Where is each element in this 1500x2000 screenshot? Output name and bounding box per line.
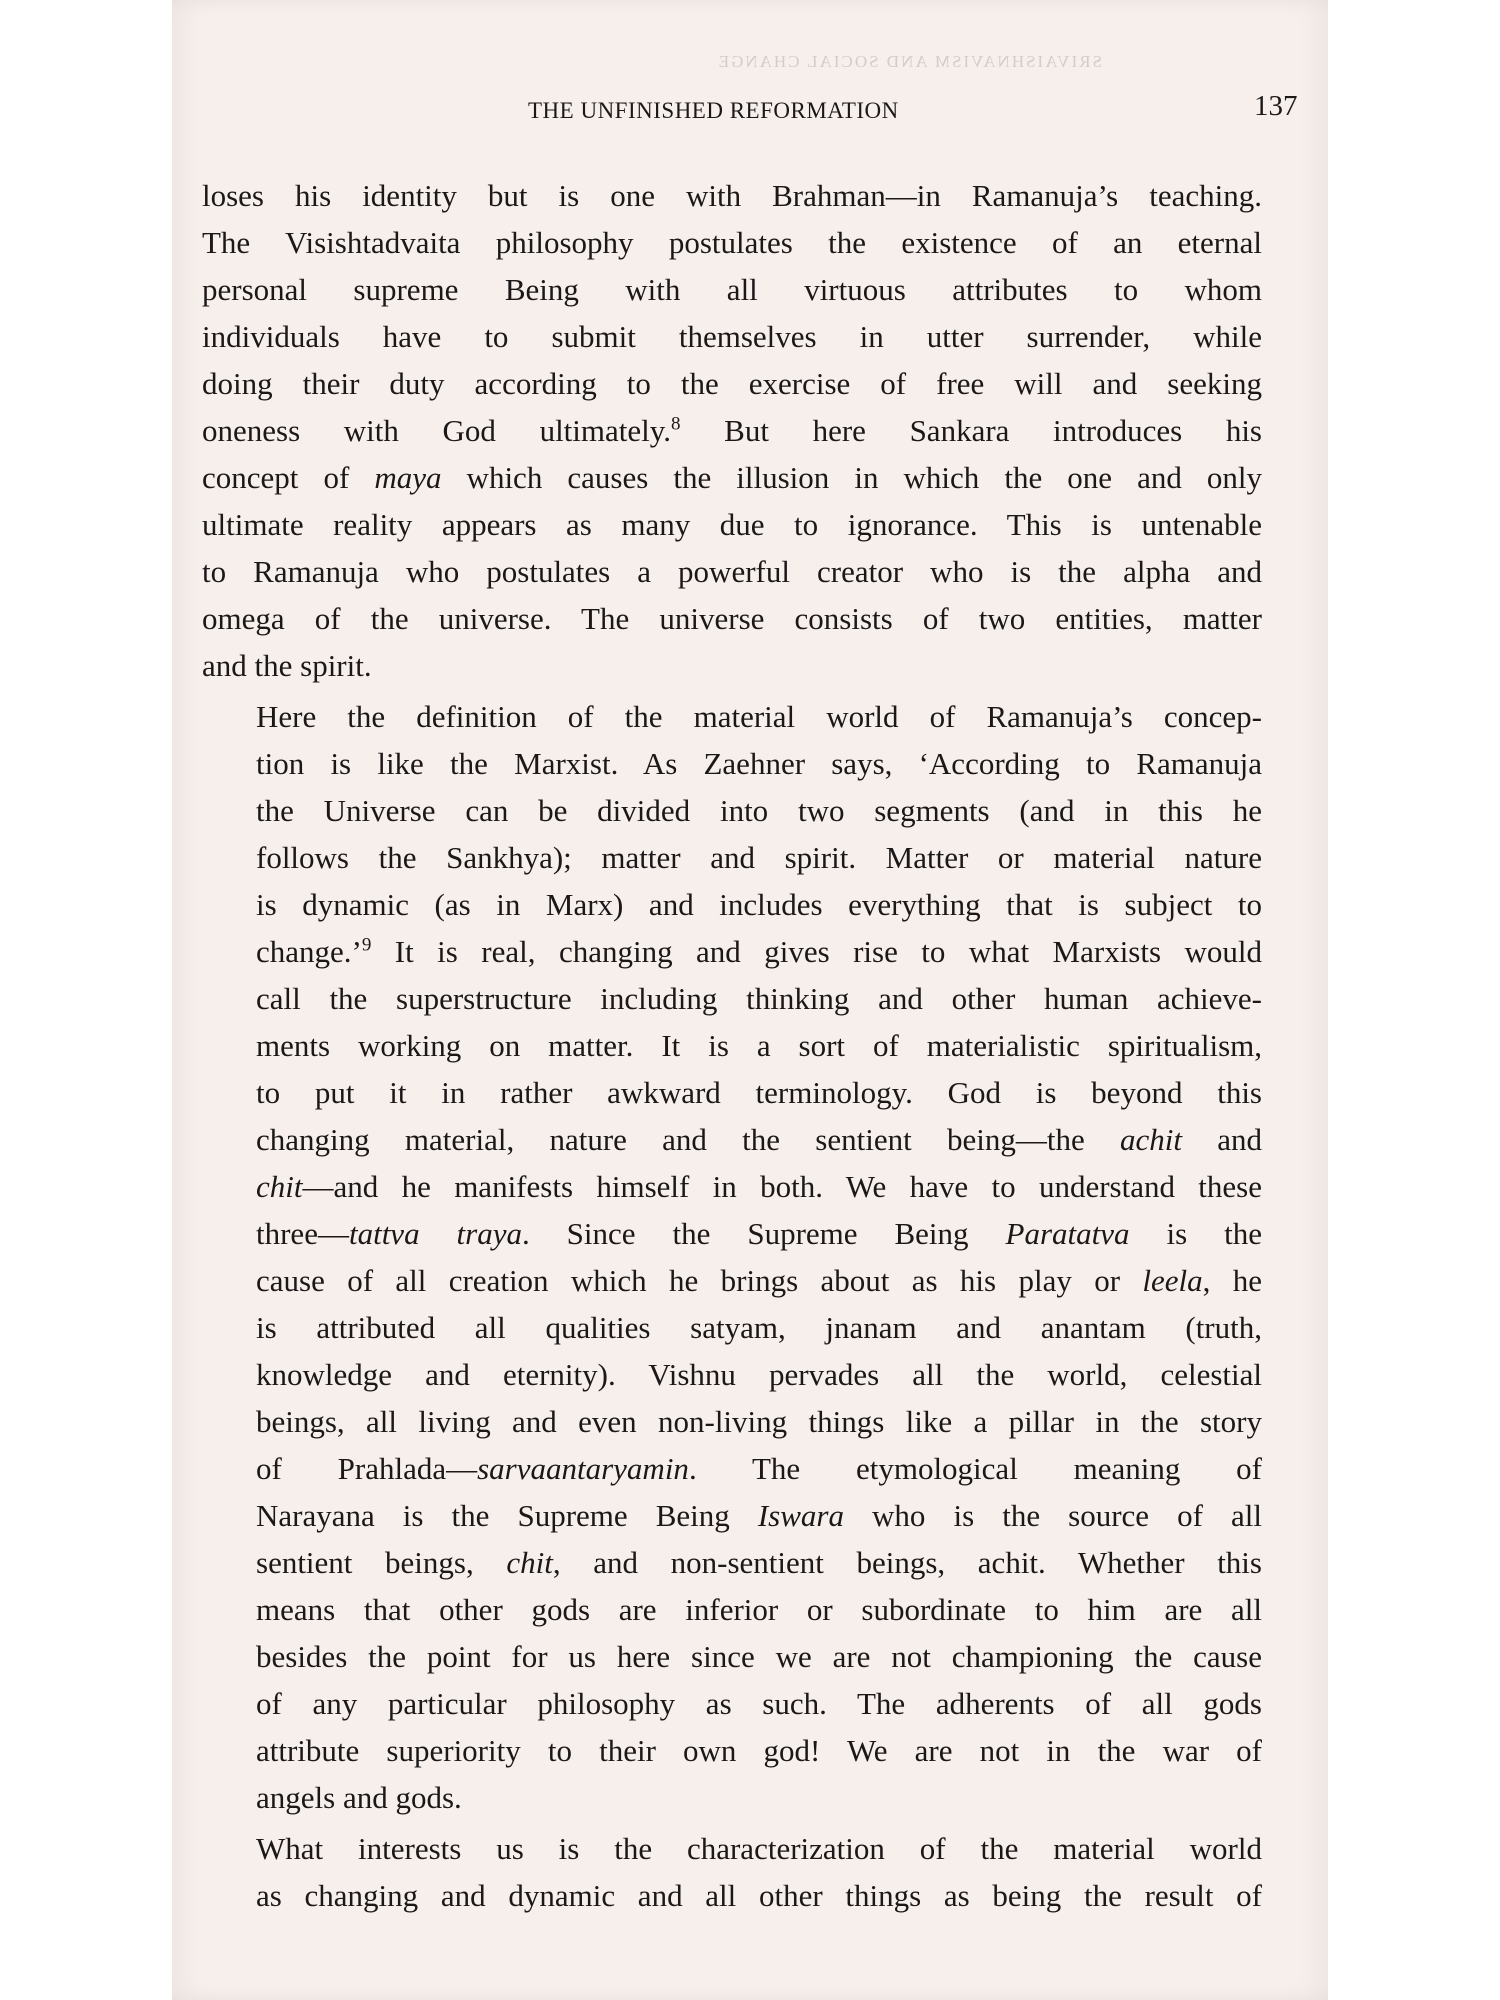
paragraph-2	[202, 693, 1262, 1821]
text-line: loses his identity but is one with Brahman—in Ramanuja’s teaching.	[202, 178, 1262, 213]
text-line: What interests us is the characterization of the material world	[256, 1831, 1262, 1866]
text-line: follows the Sankhya); matter and spirit. Matter or material nature	[256, 840, 1262, 875]
text-line: omega of the universe. The universe consists of two entities, matter	[202, 601, 1262, 636]
text-line: beings, all living and even non-living things like a pillar in the story	[256, 1404, 1262, 1439]
text-line: to Ramanuja who postulates a powerful creator who is the alpha and	[202, 554, 1262, 589]
text-line: changing material, nature and the sentient being—the achit and	[256, 1122, 1262, 1157]
text-line: means that other gods are inferior or subordinate to him are all	[256, 1592, 1262, 1627]
text-line: and the spirit.	[202, 648, 372, 683]
text-line: oneness with God ultimately.$^8$ But here Sankara introduces his	[202, 413, 1262, 448]
text-line: is attributed all qualities satyam, jnanam and anantam (truth,	[256, 1310, 1262, 1345]
text-line: ultimate reality appears as many due to ignorance. This is untenable	[202, 507, 1262, 542]
running-head: THE UNFINISHED REFORMATION	[528, 98, 899, 123]
body-text	[202, 172, 1262, 1919]
text-line: attribute superiority to their own god! We are not in the war of	[256, 1733, 1262, 1768]
text-line: doing their duty according to the exercise of free will and seeking	[202, 366, 1262, 401]
text-line: call the superstructure including thinking and other human achieve-	[256, 981, 1262, 1016]
text-line: is dynamic (as in Marx) and includes everything that is subject to	[256, 887, 1262, 922]
show-through-header: SRIVAISHNAVISM AND SOCIAL CHANGE	[716, 52, 1102, 71]
text-line: of any particular philosophy as such. The adherents of all gods	[256, 1686, 1262, 1721]
text-line: ments working on matter. It is a sort of materialistic spiritualism,	[256, 1028, 1262, 1063]
text-line: concept of maya which causes the illusion in which the one and only	[202, 460, 1263, 495]
text-line: personal supreme Being with all virtuous attributes to whom	[202, 272, 1262, 307]
text-line: besides the point for us here since we are not championing the cause	[256, 1639, 1262, 1674]
paragraph-3	[202, 1825, 1262, 1919]
text-line: of Prahlada—sarvaantaryamin. The etymological meaning of	[256, 1451, 1263, 1486]
text-line: three—tattva traya. Since the Supreme Being Paratatva is the	[256, 1216, 1262, 1251]
text-line: Here the definition of the material world of Ramanuja’s concep-	[256, 699, 1262, 734]
text-line: Narayana is the Supreme Being Iswara who is the source of all	[256, 1498, 1262, 1533]
text-line: angels and gods.	[256, 1780, 462, 1815]
text-line: sentient beings, chit, and non-sentient beings, achit. Whether this	[256, 1545, 1262, 1580]
text-line: chit—and he manifests himself in both. We have to understand these	[256, 1169, 1262, 1204]
page-number: 137	[1254, 90, 1298, 122]
text-line: the Universe can be divided into two segments (and in this he	[256, 793, 1262, 828]
text-line: cause of all creation which he brings about as his play or leela, he	[256, 1263, 1262, 1298]
paragraph-1	[202, 172, 1262, 689]
text-line: The Visishtadvaita philosophy postulates the existence of an eternal	[202, 225, 1262, 260]
text-line: to put it in rather awkward terminology. God is beyond this	[256, 1075, 1262, 1110]
text-line: tion is like the Marxist. As Zaehner says, ‘According to Ramanuja	[256, 746, 1262, 781]
text-line: as changing and dynamic and all other things as being the result of	[256, 1878, 1262, 1913]
text-line: individuals have to submit themselves in utter surrender, while	[202, 319, 1262, 354]
book-page	[172, 0, 1328, 2000]
text-line: change.’$^9$ It is real, changing and gives rise to what Marxists would	[256, 934, 1262, 969]
text-line: knowledge and eternity). Vishnu pervades all the world, celestial	[256, 1357, 1262, 1392]
